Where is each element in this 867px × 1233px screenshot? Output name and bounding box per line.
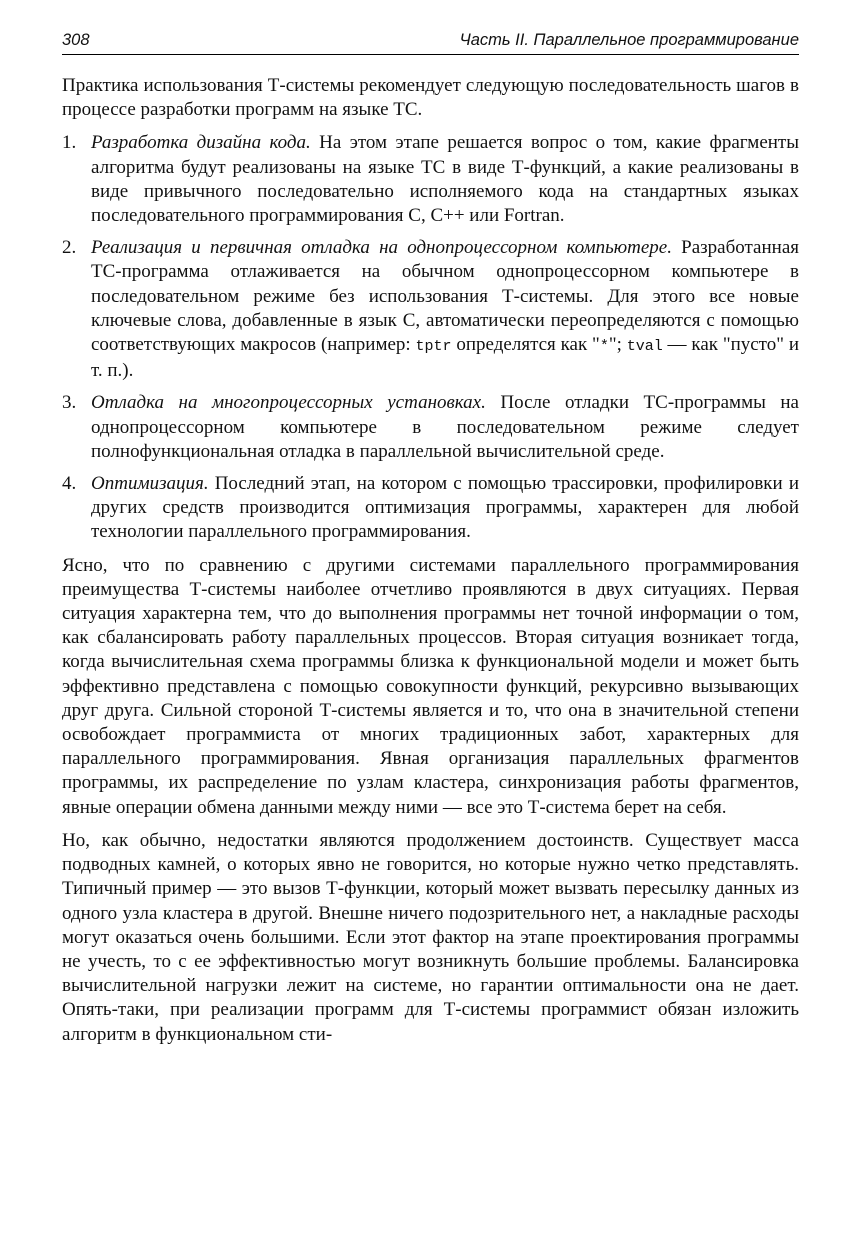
step-item xyxy=(62,391,799,464)
body-paragraph: Но, как обычно, недостатки являются продолжением достоинств. Существует масса подводных камней, о которых явно не говорится, но которые нужно четко представлять. Типичный пример — это вызов Т-функции, который может вызвать пересылку данных из одного узла кластера в другой. Внешне ничего подозрительного нет, а накладные расходы могут оказаться очень большими. Если этот фактор на этапе проектирования программы не учесть, то с ее эффективностью могут возникнуть большие проблемы. Балансировка вычислительной нагрузки лежит на системе, но гарантии оптимальности она не дает. Опять-таки, при реализации программ для Т-системы программист обязан изложить алгоритм в функциональном сти- xyxy=(62,829,799,1045)
step-title: Разработка дизайна кода. xyxy=(91,132,311,154)
page-body xyxy=(62,74,799,1047)
step-number: 4. xyxy=(62,473,77,495)
code-keyword: tptr xyxy=(415,338,452,356)
running-title: Часть II. Параллельное программирование xyxy=(459,31,799,49)
step-text: определятся как " xyxy=(451,334,600,356)
step-text: Последний этап, на котором с помощью трассировки, профилировки и других средств производится оптимизация программы, характерен для любой технологии параллельного программирования. xyxy=(91,473,799,543)
step-title: Оптимизация. xyxy=(91,473,209,495)
steps-list xyxy=(62,131,799,544)
code-keyword: tval xyxy=(626,338,663,356)
step-item xyxy=(62,131,799,228)
step-title: Отладка на многопроцессорных установках. xyxy=(91,392,486,414)
step-number: 3. xyxy=(62,392,77,414)
page-number: 308 xyxy=(62,31,90,49)
body-paragraph: Ясно, что по сравнению с другими системами параллельного программирования преимущества Т-системы наиболее отчетливо проявляются в двух ситуациях. Первая ситуация характерна тем, что до выполнения программы нет точной информации о том, как сбалансировать работу параллельных процессов. Вторая ситуация возникает тогда, когда вычислительная схема программы близка к функциональной модели и может быть эффективно представлена с помощью совокупности функций, рекурсивно вызывающих друг друга. Сильной стороной Т-системы является и то, что она в значительной степени освобождает программиста от многих традиционных забот, характерных для параллельного программирования. Явная организация параллельных фрагментов программы, их распределение по узлам кластера, синхронизация работы фрагментов, явные операции обмена данными между ними — все это Т-система берет на себя. xyxy=(62,554,799,818)
step-text: — как "пусто" и т. п.). xyxy=(91,334,799,382)
step-text: Разработанная ТС-программа отлаживается на обычном однопроцессорном компьютере в последовательном режиме без использования Т-системы. Для этого все новые ключевые слова, добавленные в язык С, автоматически переопределяются с помощью соответствующих макросов (например: xyxy=(91,237,799,356)
step-item xyxy=(62,472,799,545)
intro-paragraph: Практика использования Т-системы рекомендует следующую последовательность шагов в процессе разработки программ на языке ТС. xyxy=(62,75,799,121)
step-text: После отладки ТС-программы на однопроцессорном компьютере в последовательном режиме следует полнофункциональная отладка в параллельной вычислительной среде. xyxy=(91,392,799,462)
step-item xyxy=(62,236,799,383)
step-number: 1. xyxy=(62,132,77,154)
step-text: На этом этапе решается вопрос о том, какие фрагменты алгоритма будут реализованы на языке ТС в виде Т-функций, а какие реализованы в виде привычного последовательно исполняемого кода на стандартных языках последовательного программирования С, С++ или Fortran. xyxy=(91,132,799,227)
step-number: 2. xyxy=(62,237,77,259)
step-title: Реализация и первичная отладка на однопроцессорном компьютере. xyxy=(91,237,672,259)
step-text: "; xyxy=(608,334,627,356)
running-header xyxy=(62,30,799,55)
code-keyword: * xyxy=(599,338,609,356)
